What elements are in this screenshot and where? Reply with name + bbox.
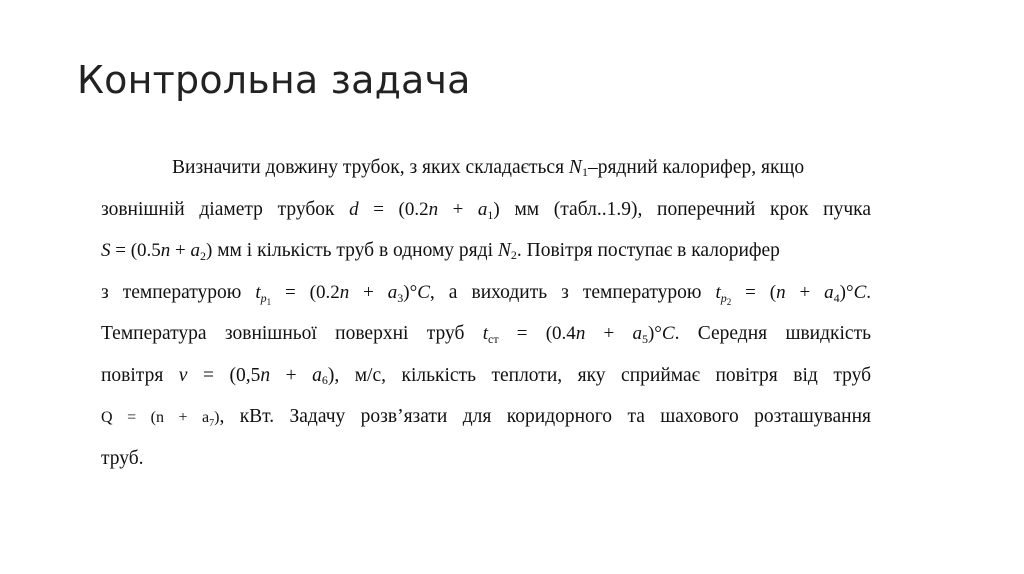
problem-line-1 — [101, 147, 871, 189]
math-symbol: n — [339, 281, 350, 303]
formula-s — [101, 240, 212, 261]
problem-line-8 — [101, 438, 871, 480]
formula-q — [101, 409, 220, 429]
math-text: ) — [214, 409, 220, 426]
math-symbol: a — [824, 281, 834, 303]
math-text: + — [349, 281, 388, 303]
math-symbol: t — [482, 323, 489, 344]
math-text: )° — [839, 281, 854, 303]
problem-text — [101, 147, 871, 479]
math-subscript: 5 — [641, 332, 648, 346]
math-subscript: p — [720, 290, 727, 305]
math-subscript: 4 — [833, 290, 840, 305]
problem-line-5 — [101, 313, 871, 355]
text-fragment: Температура зовнішньої поверхні труб — [101, 323, 465, 344]
formula-tp1 — [255, 281, 430, 307]
text-fragment: мм (табл..1.9), поперечний крок пучка — [514, 198, 872, 220]
text-fragment: зовнішній діаметр трубок — [101, 198, 335, 220]
math-text: ) — [206, 240, 213, 261]
math-subscript: p — [260, 290, 267, 305]
formula-tp2 — [715, 281, 872, 307]
problem-line-3 — [101, 230, 871, 272]
math-symbol: n — [776, 281, 786, 303]
text-fragment: повітря — [101, 364, 179, 386]
math-symbol: S — [101, 240, 111, 261]
problem-line-2 — [101, 189, 871, 231]
math-text: = (0.4 — [498, 323, 576, 344]
math-symbol: C — [853, 281, 867, 303]
math-symbol: t — [715, 281, 721, 303]
math-symbol: C — [417, 281, 430, 303]
math-symbol: a — [477, 198, 488, 220]
math-symbol: a — [632, 323, 642, 344]
math-text: = (0.5 — [110, 240, 161, 261]
problem-line-6 — [101, 355, 871, 397]
formula-d — [349, 199, 500, 220]
math-subscript: ст — [488, 332, 499, 346]
math-symbol: a — [387, 281, 398, 303]
math-subscript: 2 — [510, 248, 517, 262]
math-symbol: C — [661, 323, 675, 344]
problem-line-7 — [101, 396, 871, 438]
text-fragment: Визначити довжину трубок, з яких складається — [172, 157, 569, 178]
text-fragment: . Середня швидкість — [674, 323, 872, 344]
formula-tst — [483, 323, 675, 344]
math-symbol: n — [575, 323, 586, 344]
math-symbol: a — [312, 364, 322, 386]
math-symbol: N — [568, 157, 582, 178]
math-symbol: t — [255, 281, 261, 303]
text-fragment: з температурою — [101, 281, 242, 303]
math-symbol: v — [178, 364, 188, 386]
math-subscript: 1 — [581, 165, 588, 179]
text-fragment: , а виходить з температурою — [429, 281, 702, 303]
math-subscript: 7 — [209, 418, 215, 429]
math-text: + — [438, 198, 478, 220]
math-symbol: a — [190, 240, 201, 261]
math-text: = ( — [731, 281, 777, 303]
text-fragment: , кВт. Задачу розв’язати для коридорного та шахового розташування — [219, 406, 871, 427]
slide-title: Контрольна задача — [77, 58, 471, 102]
math-subscript: 3 — [397, 290, 404, 305]
math-subscript: 1 — [487, 207, 494, 222]
math-symbol: N — [497, 240, 511, 261]
math-text: . — [866, 281, 872, 303]
math-symbol: n — [160, 240, 171, 261]
text-fragment: труб. — [101, 447, 144, 469]
text-fragment: + — [270, 364, 313, 386]
math-text: + — [785, 281, 825, 303]
math-text: )° — [647, 323, 662, 344]
math-text: )° — [403, 281, 418, 303]
math-text: = (0.2 — [271, 281, 340, 303]
math-text: + — [585, 323, 633, 344]
text-fragment: мм і кількість труб в одному ряді — [212, 240, 498, 261]
math-symbol: n — [260, 364, 271, 386]
math-text: + — [170, 240, 191, 261]
math-subscript: 2 — [200, 249, 207, 263]
math-text: = (0.2 — [358, 198, 429, 220]
text-fragment: –рядний калорифер, якщо — [587, 157, 805, 178]
math-subscript: 1 — [266, 296, 272, 307]
text-fragment: ), м/с, кількість теплоти, яку сприймає повітря від труб — [327, 364, 871, 386]
math-text: ) — [493, 198, 500, 220]
math-symbol: d — [349, 198, 359, 220]
math-subscript: 6 — [321, 372, 328, 387]
math-subscript: 2 — [726, 296, 732, 307]
math-symbol: n — [428, 198, 439, 220]
text-fragment: = (0,5 — [187, 364, 261, 386]
text-fragment: . Повітря поступає в калорифер — [516, 240, 780, 261]
problem-line-4 — [101, 272, 871, 314]
math-text: Q = (n + a — [101, 409, 210, 426]
